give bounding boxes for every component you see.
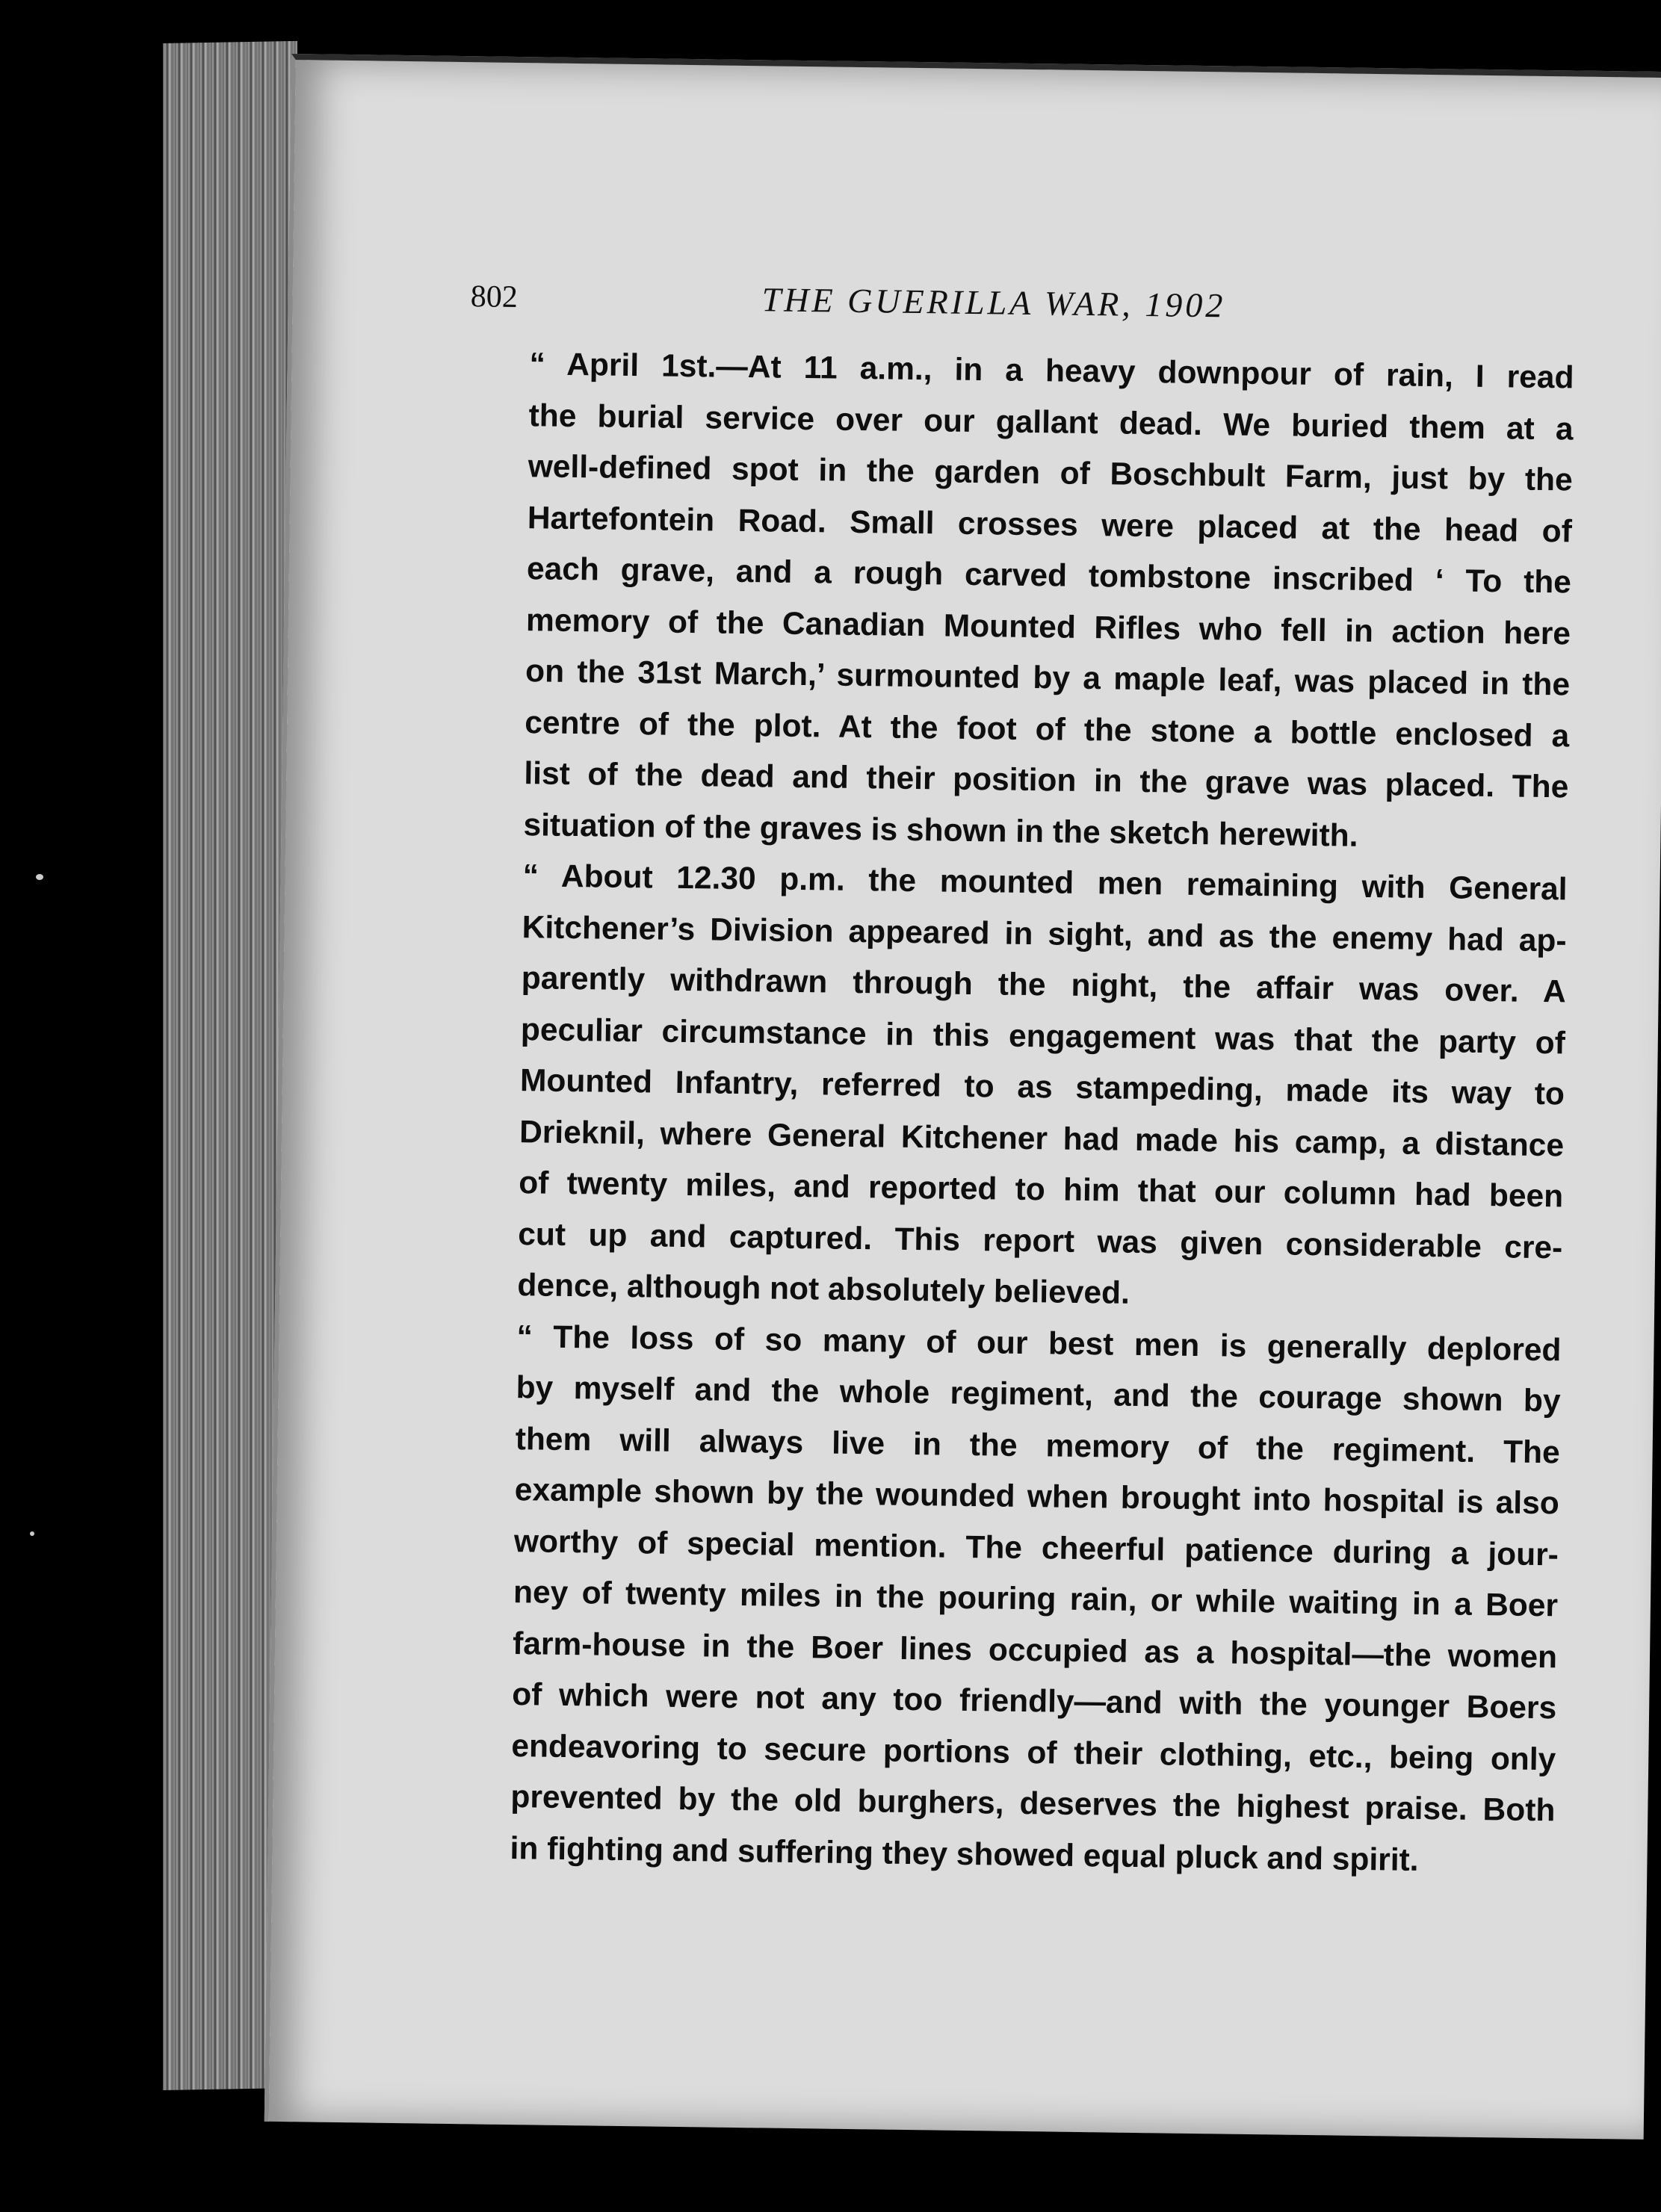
text-line: situation of the graves is shown in the sketch herewith. (523, 807, 1358, 854)
text-line: prevented by the old burghers, deserves the highest praise. Both (510, 1779, 1556, 1829)
text-line: “ About 12.30 p.m. the mounted men remaining with General (522, 858, 1568, 908)
text-line: by myself and the whole regiment, and the courage shown by (516, 1370, 1561, 1419)
text-line: each grave, and a rough carved tombstone inscribed ‘ To the (526, 551, 1572, 601)
text-line: on the 31st March,’ surmounted by a maple leaf, was placed in the (525, 654, 1571, 703)
text-line: well-defined spot in the garden of Boschbult Farm, just by the (528, 449, 1573, 498)
page-number: 802 (470, 279, 519, 315)
text-line: endeavoring to secure portions of their clothing, etc., being only (511, 1728, 1556, 1777)
paragraph (450, 1311, 1562, 1889)
text-line: cut up and captured. This report was given considerable cre- (518, 1216, 1563, 1265)
text-line: list of the dead and their position in the grave was placed. The (524, 756, 1569, 805)
page-header (470, 279, 1606, 338)
paragraph (463, 338, 1574, 864)
text-line: example shown by the wounded when brought into hospital is also (514, 1472, 1560, 1522)
text-line: Kitchener’s Division appeared in sight, and as the enemy had ap- (522, 909, 1567, 958)
text-line: parently withdrawn through the night, the affair was over. A (521, 961, 1567, 1010)
text-line: “ The loss of so many of our best men is generally deplored (516, 1319, 1562, 1368)
text-line: of twenty miles, and reported to him that our column had been (518, 1165, 1564, 1215)
text-line: memory of the Canadian Mounted Rifles who fell in action here (525, 602, 1571, 651)
text-line: Mounted Infantry, referred to as stampeding, made its way to (519, 1063, 1565, 1112)
text-line: Hartefontein Road. Small crosses were placed at the head of (527, 500, 1573, 549)
text-line: in fighting and suffering they showed equal pluck and spirit. (510, 1830, 1419, 1878)
text-line: “ April 1st.—At 11 a.m., in a heavy downpour of rain, I read (529, 347, 1574, 396)
page-sheet (265, 54, 1661, 2140)
text-line: them will always live in the memory of the regiment. The (515, 1421, 1560, 1470)
text-line: ney of twenty miles in the pouring rain, or while waiting in a Boer (513, 1575, 1559, 1624)
text-line: dence, although not absolutely believed. (517, 1268, 1130, 1311)
paragraph (457, 850, 1568, 1325)
text-line: of which were not any too friendly—and with the younger Boers (511, 1677, 1557, 1726)
body-text (450, 338, 1574, 1888)
text-line: centre of the plot. At the foot of the stone a bottle enclosed a (525, 704, 1570, 754)
text-line: the burial service over our gallant dead. We buried them at a (528, 397, 1574, 447)
scan-speck (36, 874, 43, 880)
text-line: worthy of special mention. The cheerful patience during a jour- (513, 1523, 1559, 1573)
text-line: farm-house in the Boer lines occupied as a hospital—the women (512, 1626, 1558, 1675)
text-line: peculiar circumstance in this engagement was that the party of (520, 1011, 1566, 1061)
scan-speck (30, 1531, 34, 1536)
running-title: THE GUERILLA WAR, 1902 (761, 280, 1226, 325)
text-line: Drieknil, where General Kitchener had made his camp, a distance (519, 1114, 1565, 1163)
